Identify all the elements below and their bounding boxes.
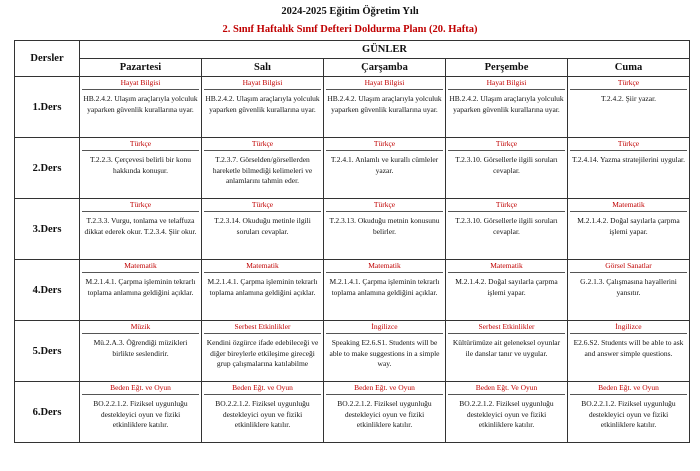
- subject-label: Hayat Bilgisi: [204, 77, 321, 90]
- outcome-text: M.2.1.4.1. Çarpma işleminin tekrarlı toplama anlamına geldiğini açıklar.: [85, 277, 196, 297]
- lesson-number: 1.Ders: [15, 77, 80, 138]
- plan-cell: [324, 199, 446, 260]
- plan-cell: [446, 260, 568, 321]
- subject-label: İngilizce: [326, 321, 443, 334]
- subject-label: Görsel Sanatlar: [570, 260, 687, 273]
- lesson-number: 5.Ders: [15, 321, 80, 382]
- plan-cell: [202, 260, 324, 321]
- outcome-text: Mü.2.A.3. Öğrendiği müzikleri birlikte seslendirir.: [93, 338, 188, 358]
- outcome-text: M.2.1.4.2. Doğal sayılarla çarpma işlemi yapar.: [577, 216, 680, 236]
- plan-title: 2. Sınıf Haftalık Sınıf Defteri Doldurma Planı (20. Hafta): [222, 24, 478, 35]
- subject-label: İngilizce: [570, 321, 687, 334]
- gunler-header: GÜNLER: [80, 41, 690, 59]
- plan-cell: [202, 382, 324, 443]
- outcome-text: T.2.3.3. Vurgu, tonlama ve telaffuza dikkat ederek okur. T.2.3.4. Şiir okur.: [84, 216, 197, 236]
- outcome-text: E2.6.S2. Students will be able to ask and answer simple questions.: [573, 338, 684, 358]
- plan-cell: [80, 260, 202, 321]
- lesson-number: 6.Ders: [15, 382, 80, 443]
- outcome-text: T.2.4.2. Şiir yazar.: [600, 94, 657, 103]
- plan-cell: [446, 138, 568, 199]
- subject-label: Beden Eğt. ve Oyun: [326, 382, 443, 395]
- day-header: Çarşamba: [324, 59, 446, 77]
- plan-cell: [568, 382, 690, 443]
- plan-cell: [446, 321, 568, 382]
- plan-cell: [80, 77, 202, 138]
- plan-cell: [568, 260, 690, 321]
- dersler-header: Dersler: [15, 41, 80, 77]
- lesson-number: 2.Ders: [15, 138, 80, 199]
- subject-label: Matematik: [448, 260, 565, 273]
- subject-label: Türkçe: [204, 199, 321, 212]
- plan-cell: [324, 321, 446, 382]
- outcome-text: BO.2.2.1.2. Fiziksel uygunluğu destekleyici oyun ve fiziki etkinliklere katılır.: [337, 399, 432, 429]
- lesson-row: [15, 77, 690, 138]
- lesson-row: [15, 199, 690, 260]
- plan-cell: [80, 199, 202, 260]
- day-header: Pazartesi: [80, 59, 202, 77]
- subject-label: Türkçe: [326, 138, 443, 151]
- subject-label: Hayat Bilgisi: [82, 77, 199, 90]
- subject-label: Türkçe: [82, 138, 199, 151]
- lesson-number: 4.Ders: [15, 260, 80, 321]
- plan-cell: [568, 138, 690, 199]
- subject-label: Serbest Etkinlikler: [204, 321, 321, 334]
- subject-label: Türkçe: [448, 138, 565, 151]
- plan-cell: [568, 321, 690, 382]
- outcome-text: HB.2.4.2. Ulaşım araçlarıyla yolculuk yaparken güvenlik kurallarına uyar.: [449, 94, 564, 114]
- plan-cell: [202, 321, 324, 382]
- plan-cell: [324, 382, 446, 443]
- plan-cell: [80, 138, 202, 199]
- subject-label: Matematik: [570, 199, 687, 212]
- outcome-text: M.2.1.4.2. Doğal sayılarla çarpma işlemi yapar.: [455, 277, 558, 297]
- lesson-row: [15, 260, 690, 321]
- subject-label: Beden Eğt. ve Oyun: [570, 382, 687, 395]
- outcome-text: Kendini özgürce ifade edebileceği ve diğer bireylerle etkileşime gireceği grup çalışmalarına katılabilme: [206, 338, 319, 368]
- outcome-text: T.2.3.10. Görsellerle ilgili soruları cevaplar.: [455, 216, 558, 236]
- subject-label: Matematik: [204, 260, 321, 273]
- subject-label: Hayat Bilgisi: [326, 77, 443, 90]
- lesson-row: [15, 321, 690, 382]
- plan-cell: [324, 260, 446, 321]
- subject-label: Türkçe: [326, 199, 443, 212]
- day-header-row: [15, 59, 690, 77]
- outcome-text: BO.2.2.1.2. Fiziksel uygunluğu destekleyici oyun ve fiziki etkinliklere katılır.: [93, 399, 188, 429]
- subject-label: Matematik: [326, 260, 443, 273]
- outcome-text: G.2.1.3. Çalışmasına hayallerini yansıtır.: [580, 277, 677, 297]
- outcome-text: Kültürümüze ait geleneksel oyunlar ile danslar tanır ve uygular.: [452, 338, 561, 358]
- subject-label: Beden Eğt. ve Oyun: [82, 382, 199, 395]
- subject-label: Serbest Etkinlikler: [448, 321, 565, 334]
- outcome-text: T.2.3.7. Görselden/görsellerden hareketle bilmediği kelimeleri ve anlamlarını tahmin eder.: [212, 155, 313, 185]
- outcome-text: T.2.2.3. Çerçevesi belirli bir konu hakkında konuşur.: [89, 155, 192, 175]
- year-title: 2024-2025 Eğitim Öğretim Yılı: [281, 6, 419, 17]
- plan-cell: [80, 321, 202, 382]
- outcome-text: T.2.3.13. Okuduğu metnin konusunu belirler.: [329, 216, 440, 236]
- outcome-text: BO.2.2.1.2. Fiziksel uygunluğu destekleyici oyun ve fiziki etkinliklere katılır.: [459, 399, 554, 429]
- lesson-row: [15, 382, 690, 443]
- outcome-text: M.2.1.4.1. Çarpma işleminin tekrarlı toplama anlamına geldiğini açıklar.: [329, 277, 440, 297]
- day-header: Salı: [202, 59, 324, 77]
- subject-label: Türkçe: [448, 199, 565, 212]
- plan-cell: [202, 199, 324, 260]
- day-header: Cuma: [568, 59, 690, 77]
- subject-label: Hayat Bilgisi: [448, 77, 565, 90]
- subject-label: Beden Eğt. ve Oyun: [204, 382, 321, 395]
- outcome-text: T.2.4.1. Anlamlı ve kurallı cümleler yazar.: [330, 155, 439, 175]
- plan-cell: [568, 199, 690, 260]
- plan-cell: [202, 138, 324, 199]
- lesson-row: [15, 138, 690, 199]
- outcome-text: M.2.1.4.1. Çarpma işleminin tekrarlı toplama anlamına geldiğini açıklar.: [207, 277, 318, 297]
- plan-cell: [568, 77, 690, 138]
- outcome-text: Speaking E2.6.S1. Students will be able to make suggestions in a simple way.: [329, 338, 440, 368]
- plan-cell: [80, 382, 202, 443]
- outcome-text: HB.2.4.2. Ulaşım araçlarıyla yolculuk yaparken güvenlik kurallarına uyar.: [327, 94, 442, 114]
- subject-label: Türkçe: [570, 138, 687, 151]
- outcome-text: T.2.3.14. Okuduğu metinle ilgili soruları cevaplar.: [214, 216, 311, 236]
- plan-cell: [446, 77, 568, 138]
- outcome-text: HB.2.4.2. Ulaşım araçlarıyla yolculuk yaparken güvenlik kurallarına uyar.: [83, 94, 198, 114]
- subject-label: Türkçe: [570, 77, 687, 90]
- outcome-text: HB.2.4.2. Ulaşım araçlarıyla yolculuk yaparken güvenlik kurallarına uyar.: [205, 94, 320, 114]
- subject-label: Matematik: [82, 260, 199, 273]
- subject-label: Türkçe: [204, 138, 321, 151]
- weekly-plan-table: [14, 40, 690, 443]
- subject-label: Beden Eğt. Ve Oyun: [448, 382, 565, 395]
- day-header: Perşembe: [446, 59, 568, 77]
- plan-cell: [324, 138, 446, 199]
- plan-cell: [324, 77, 446, 138]
- outcome-text: BO.2.2.1.2. Fiziksel uygunluğu destekleyici oyun ve fiziki etkinliklere katılır.: [215, 399, 310, 429]
- outcome-text: T.2.4.14. Yazma stratejilerini uygular.: [572, 155, 685, 164]
- outcome-text: T.2.3.10. Görsellerle ilgili soruları cevaplar.: [455, 155, 558, 175]
- lesson-number: 3.Ders: [15, 199, 80, 260]
- plan-cell: [446, 382, 568, 443]
- subject-label: Türkçe: [82, 199, 199, 212]
- plan-cell: [446, 199, 568, 260]
- outcome-text: BO.2.2.1.2. Fiziksel uygunluğu destekleyici oyun ve fiziki etkinliklere katılır.: [581, 399, 676, 429]
- plan-cell: [202, 77, 324, 138]
- subject-label: Müzik: [82, 321, 199, 334]
